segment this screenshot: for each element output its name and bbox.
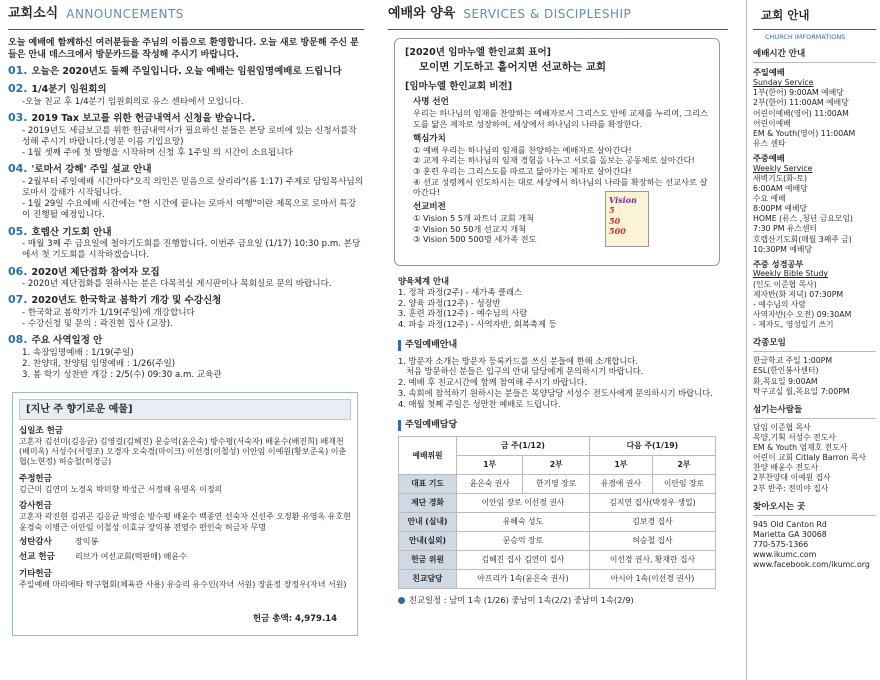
announcement-line: - 1월 셋째 주에 첫 발행을 시작하며 신청 후 1주일 의 시간이 소요됩니다 (22, 147, 293, 158)
offering-section (19, 569, 351, 590)
bible-study-en: Weekly Bible Study (753, 269, 829, 279)
announcement-line: - 한국학교 봄학기가 1/19(주일)에 개강합니다 (22, 308, 195, 319)
church-info-title: 교회 안내 (753, 0, 876, 30)
announcement-heading (8, 333, 364, 348)
announcement-list (8, 64, 364, 381)
worship-notice-item: 처음 방문하신 분들은 입구의 안내 담당에게 문의하시기 바랍니다. (398, 366, 644, 377)
address-line: 770-575-1366 (753, 539, 809, 549)
section-bar-icon (398, 340, 401, 351)
staff-lines (753, 423, 876, 494)
vision-box (394, 38, 720, 266)
staff-line: 2부찬양대 이예원 집사 (753, 473, 831, 483)
weekly-service-line: 6:00AM 예배당 (753, 183, 808, 193)
weekly-service-line: 10:30PM 예배당 (753, 244, 812, 254)
duty-heading (398, 420, 728, 432)
duty-cell: 아시아 1속(이선경 권사) (589, 570, 715, 589)
group-line: 한글학교 주일 1:00PM (753, 356, 833, 366)
worship-notice-list (398, 356, 728, 410)
announcement-line: - 매월 3째 주 금요일에 철야기도회를 진행합니다. 이번주 금요일 (1/17) 10:30 p.m. 본당에서 첫 기도회를 시작하겠습니다. (22, 239, 361, 261)
duty-sub-header: 2부 (652, 456, 715, 475)
address-lines (753, 520, 876, 571)
duty-cell: 문승억 장로 (457, 532, 590, 551)
announcement-heading (8, 82, 364, 97)
announcement-item (8, 333, 364, 381)
address-line: Marietta GA 30068 (753, 529, 827, 539)
weekly-service-en: Weekly Service (753, 163, 813, 173)
duty-cell: 유혜숙 성도 (457, 513, 590, 532)
group-line: ESL(한인봉사센터) (753, 366, 819, 376)
sunday-service-line: 어린이예배(영어) 11:00AM (753, 108, 849, 118)
announcement-item (8, 82, 364, 108)
worship-times-title: 예배시간 안내 (753, 49, 876, 63)
duty-row-header: 예배위원 (399, 437, 457, 475)
duty-label: 안내(실외) (399, 532, 457, 551)
duty-label: 제단 경화 (399, 494, 457, 513)
announcement-title: '로마서 강해' 주일 설교 안내 (31, 164, 152, 176)
bible-study-line: 제자반(화 저녁) 07:30PM (753, 289, 844, 299)
sunday-service-title: 주일예배 (753, 67, 785, 78)
announcement-line: -오늘 친교 후 1/4분기 임원회의로 유스 센타에서 모입니다. (22, 96, 244, 107)
church-info-title-en: CHURCH IMFORMATIONS (765, 33, 846, 41)
vision-badge-label: Vision (609, 195, 637, 205)
sunday-service-lines (753, 88, 876, 149)
announcement-item (8, 162, 364, 221)
services-title: 예배와 양육 (388, 6, 456, 22)
offering-header: [지난 주 향기로운 예물] (19, 399, 351, 420)
announcement-line: - 1월 29일 수요예배 시간에는 "한 시간에 끝나는 로마서 여행"이란 제목으로 로마서 특강이 진행될 예정입니다. (22, 199, 357, 221)
core-value: ④ 선교 성령께서 인도하시는 대로 세상에서 하나님의 나라를 확장하는 선교사로 살아간다! (413, 176, 708, 198)
bible-study-title: 주중 성경공부 (753, 258, 804, 269)
staff-line: 목양,기획 서성수 전도사 (753, 432, 836, 442)
worship-notice-item: 3. 속회에 참석하기 원하시는 분들은 목양담당 서성수 전도사에게 문의하시기 바랍니다. (398, 387, 713, 398)
announcement-number: 02. (8, 82, 28, 96)
sunday-service-line: 어린이예배 (753, 118, 791, 128)
weekly-service-lines (753, 174, 876, 255)
announcements-column (8, 0, 364, 636)
weekly-service-line: 8:00PM 예배당 (753, 204, 808, 214)
duty-cell: 이안임 장로 (652, 475, 715, 494)
announcement-line: 3. 봄 학기 성찬반 개강 : 2/5(수) 09:30 a.m. 교육관 (22, 370, 222, 381)
nurture-item: 3. 훈련 과정(12주) - 예수님의 사람 (398, 308, 528, 319)
announcement-title: 호렙산 기도회 안내 (31, 226, 112, 238)
announcement-line: - 2020년 제단접화를 원하시는 분은 다목적실 게시판이나 목회실로 문의 바랍니다. (22, 279, 332, 290)
duty-week-this: 금 주(1/12) (457, 437, 590, 456)
announcement-item (8, 293, 364, 330)
duty-label: 대표 기도 (399, 475, 457, 494)
vision-badge-number: 5 (609, 205, 615, 216)
weekly-service-line: HOME (유스 ,청년 금요모임) (753, 214, 853, 224)
bullet-icon (398, 597, 405, 604)
table-row (399, 513, 716, 532)
weekly-service-line: 수요 예배 (753, 194, 786, 204)
worship-notice-title: 주일예배안내 (405, 339, 458, 350)
offering-section-title: 기타헌금 (19, 569, 52, 580)
announcement-number: 04. (8, 162, 28, 176)
offering-section-title: 감사헌금 (19, 501, 52, 512)
section-bar-icon (398, 420, 401, 431)
announcement-line: 1. 속장임명예배 : 1/19(주일) (22, 348, 134, 359)
weekly-service-line: 호렙산기도회(매월 3째주 금) (753, 234, 852, 244)
motto-text: 모이면 기도하고 흩어지면 선교하는 교회 (419, 61, 607, 74)
duty-cell: 이안임 장로 이선경 권사 (457, 494, 590, 513)
table-row (399, 570, 716, 589)
announcements-header (8, 0, 364, 30)
announcement-number: 07. (8, 293, 28, 307)
offering-row (19, 537, 351, 548)
bible-study-lines (753, 280, 876, 331)
sunday-service-line: 2부(한어) 11:00AM 예배당 (753, 98, 849, 108)
duty-label: 헌금 위원 (399, 551, 457, 570)
staff-line: 담임 이준협 목사 (753, 422, 811, 432)
duty-cell: 허승철 집사 (589, 532, 715, 551)
duty-sub-header: 2부 (523, 456, 589, 475)
table-row (399, 475, 716, 494)
announcement-item (8, 265, 364, 291)
address-line: www.ikumc.com (753, 550, 817, 560)
announcement-heading (8, 64, 364, 79)
offering-row-label: 선교 헌금 (19, 552, 55, 563)
offering-row-text: 리브가 여선교회(떡판매) 배윤수 (75, 552, 187, 562)
fellowship-schedule (398, 595, 728, 606)
duty-title: 주일예배담당 (405, 419, 458, 430)
mission-title: 사명 선언 (413, 97, 449, 108)
announcement-title: 1/4분기 임원회의 (31, 84, 107, 96)
group-line: 화,목요일 9:00AM (753, 376, 818, 386)
mission-vision-item: ③ Vision 500 500명 새가족 전도 (413, 234, 537, 245)
bible-study-line: (인도 이준협 목사) (753, 279, 817, 289)
bible-study-line: - 제자도, 영성일기 쓰기 (753, 320, 834, 330)
vision-badge (605, 191, 649, 247)
announcement-line: 2. 찬양대, 찬양팀 임명예배 : 1/26(주일) (22, 359, 176, 370)
duty-cell: 아프리카 1속(윤은숙 권사) (457, 570, 590, 589)
group-line: 탁구교실 월,목요일 7:00PM (753, 386, 850, 396)
duty-cell: 유경애 권사 (589, 475, 652, 494)
announcement-number: 03. (8, 110, 28, 124)
announcement-title: 오늘은 2020년도 둘째 주일입니다. 오늘 예배는 임원임명예배로 드립니다 (31, 66, 342, 78)
announcement-item (8, 111, 364, 159)
sunday-service-line: 1부(한어) 9:00AM 예배당 (753, 88, 844, 98)
weekly-service (753, 153, 876, 255)
announcement-number: 01. (8, 64, 28, 78)
announcements-title-en: ANNOUNCEMENTS (66, 7, 184, 22)
offering-section-names: 김근미 김연미 노경욱 박미향 박성근 서정해 유영옥 이정의 (19, 484, 223, 494)
offering-section-title: 십일조 헌금 (19, 425, 64, 436)
nurture-title: 양육체계 안내 (398, 276, 449, 286)
sunday-service-en: Sunday Service (753, 78, 814, 88)
core-value: ② 교제 우리는 하나님의 임재 경험을 나누고 서로를 돌보는 공동체로 살아간다! (413, 155, 695, 166)
worship-notice-item: 2. 예배 후 친교시간에 함께 참여해 주시기 바랍니다. (398, 377, 588, 388)
offering-section-names: 주일예배 마리에타 탁구협회(체육관 사용) 유승리 유수인(자녀 서원) 장윤정 장정우(자녀 서원) (19, 580, 347, 590)
worship-notice-heading (398, 340, 728, 352)
announcement-title: 2020년 제단접화 참여자 모집 (31, 266, 160, 278)
duty-cell: 김보경 집사 (589, 513, 715, 532)
services-header (388, 0, 728, 30)
staff-title: 섬기는사람들 (753, 405, 876, 419)
duty-cell: 윤은숙 권사 (457, 475, 523, 494)
offering-box (12, 392, 358, 636)
staff-line: EM & Youth 엄재호 전도사 (753, 443, 848, 453)
weekly-service-title: 주중예배 (753, 153, 785, 164)
sunday-service (753, 67, 876, 149)
announcement-heading (8, 293, 364, 308)
vision-badge-number: 500 (609, 226, 626, 237)
offering-section (19, 474, 351, 495)
announcement-line: - 수강신청 및 문의 : 곽진현 집사 (교장). (22, 319, 173, 330)
announcement-number: 06. (8, 264, 28, 278)
offering-total: 헌금 총액: 4,979.14 (252, 613, 337, 624)
weekly-service-line: 새벽기도(화-토) (753, 173, 808, 183)
announcement-item (8, 64, 364, 79)
announcement-heading (8, 111, 364, 126)
offering-section (19, 501, 351, 533)
announcement-line: - 2월부터 주일예배 시간마다"오직 의인은 믿음으로 살리라"(롬 1:17) 주제로 담임목사님의 로마서 강해가 시작됩니다. (22, 176, 364, 198)
core-value: ③ 훈련 우리는 그리스도를 따르고 닮아가는 제자로 살아간다! (413, 166, 632, 177)
offering-section (19, 426, 351, 468)
table-row (399, 532, 716, 551)
offering-section-names: 고혼자 곽진현 김귀곤 김응균 박영순 방수평 배윤수 백종연 선숙자 신선주 오정환 유영옥 유호현 윤경숙 이병근 이안임 이철성 이효규 장익봉 전영수 편인숙 허금자 무명 (19, 512, 351, 532)
bible-study-line: 사역자반(수 오전) 09:30AM (753, 309, 852, 319)
vision-badge-number: 50 (609, 215, 621, 226)
weekly-service-line: 7:30 PM 유스센터 (753, 224, 818, 234)
announcements-title: 교회소식 (8, 6, 59, 22)
staff-line: 어린이 교회 Citlaly Barron 목사 (753, 453, 866, 463)
duty-sub-header: 1부 (589, 456, 652, 475)
sunday-service-line: 유스 센타 (753, 138, 786, 148)
fellowship-text: 친교일정 : 남미 1속 (1/26) 중남미 1속(2/2) 중남미 1속(2/9) (409, 595, 634, 606)
groups-title: 각종모임 (753, 338, 876, 352)
church-info-column (746, 0, 876, 680)
table-header-row (399, 437, 716, 456)
mission-vision-item: ② Vision 50 50개 선교지 개척 (413, 223, 527, 234)
services-title-en: SERVICES & DISCIPLESHIP (463, 7, 632, 22)
staff-line: 찬양 배윤수 전도사 (753, 463, 819, 473)
address-title: 찾아오시는 곳 (753, 502, 876, 516)
duty-cell: 김혜진 집사 김연미 집사 (457, 551, 590, 570)
core-values-title: 핵심가치 (413, 133, 446, 144)
sunday-service-line: EM & Youth(영어) 11:00AM (753, 128, 856, 138)
announcement-number: 08. (8, 333, 28, 347)
services-column (388, 0, 728, 606)
duty-table (398, 436, 716, 589)
mission-text: 우리는 하나님의 임재를 찬양하는 예배자로서 그리스도 안에 교제를 누리며, 그리스도를 닮은 제자로 성장하여, 세상에서 하나님의 나라를 확장한다. (413, 108, 708, 130)
announcement-heading (8, 162, 364, 177)
announcement-title: 주요 사역일정 안 (31, 335, 103, 347)
duty-sub-header: 1부 (457, 456, 523, 475)
announcement-item (8, 225, 364, 262)
worship-notice-item: 4. 매월 첫째 주일은 성만찬 예배로 드립니다. (398, 398, 561, 409)
mission-vision-item: ① Vision 5 5개 파트너 교회 개척 (413, 213, 535, 224)
duty-week-next: 다음 주(1/19) (589, 437, 715, 456)
announcement-heading (8, 265, 364, 280)
nurture-item: 1. 정착 과정(2주) - 새가족 클래스 (398, 286, 523, 297)
offering-section-title: 주정헌금 (19, 473, 52, 484)
groups-lines (753, 356, 876, 397)
mission-vision-title: 선교비전 (413, 202, 446, 213)
offering-row-text: 장익봉 (75, 537, 99, 547)
duty-cell: 이선경 권사, 황재란 집사 (589, 551, 715, 570)
duty-cell: 한기영 장로 (523, 475, 589, 494)
nurture-item: 2. 양육 과정(12주) - 성장반 (398, 297, 501, 308)
offering-row (19, 552, 351, 563)
duty-label: 친교담당 (399, 570, 457, 589)
bible-study (753, 259, 876, 330)
motto-title: [2020년 임마누엘 한인교회 표어] (405, 47, 551, 58)
address-line: 945 Old Canton Rd (753, 519, 827, 529)
duty-cell: 김지연 집사(박정우 생일) (589, 494, 715, 513)
duty-label: 안내 (실내) (399, 513, 457, 532)
table-row (399, 551, 716, 570)
table-row (399, 494, 716, 513)
welcome-text: 오늘 예배에 함께하신 여러분들을 주님의 이름으로 환영합니다. 오늘 새로 방문해 주신 분들은 안내 데스크에서 방문카드를 작성해 주시기 바랍니다. (8, 38, 359, 60)
announcement-heading (8, 225, 364, 240)
bible-study-line: - 예수님의 사람 (753, 299, 806, 309)
offering-row-label: 성탄감사 (19, 537, 52, 548)
nurture-item: 4. 파송 과정(12주) - 사역자반, 회복축제 등 (398, 319, 557, 330)
announcement-number: 05. (8, 224, 28, 238)
offering-section-names: 고혼자 김선미(김응균) 김영걸(김혜진) 문승억(윤은숙) 방수평(서숙자) 배윤수(배진희) 배재천(배미옥) 서성수(서영조) 오경자 오숙경(마이크) 이선경(이철성) 이안임 이예원(황보준욱) 이춘협(노현정) 허승철(허경금) (19, 436, 347, 467)
address-line: www.facebook.com/ikumc.org (753, 560, 870, 570)
staff-line: 2부 반주: 전미야 집사 (753, 483, 829, 493)
nurture-section (398, 276, 728, 330)
announcement-title: 2019 Tax 보고를 위한 헌금내역서 신청을 받습니다. (31, 112, 256, 124)
core-value: ① 예배 우리는 하나님의 임재를 찬양하는 예배자로 살아간다! (413, 144, 632, 155)
announcement-title: 2020년도 한국학교 봄학기 개강 및 수강신청 (31, 295, 222, 307)
vision-title: [임마누엘 한인교회 비전] (405, 80, 513, 92)
worship-notice-item: 1. 방문자 소개는 방문자 등록카드를 쓰신 분들에 한해 소개합니다. (398, 355, 639, 366)
announcement-line: - 2019년도 세금보고를 위한 헌금내역서가 필요하신 분들은 본당 로비에 있는 신청서를작성해 주시기 바랍니다.(영문 이름 기입요망) (22, 125, 357, 147)
